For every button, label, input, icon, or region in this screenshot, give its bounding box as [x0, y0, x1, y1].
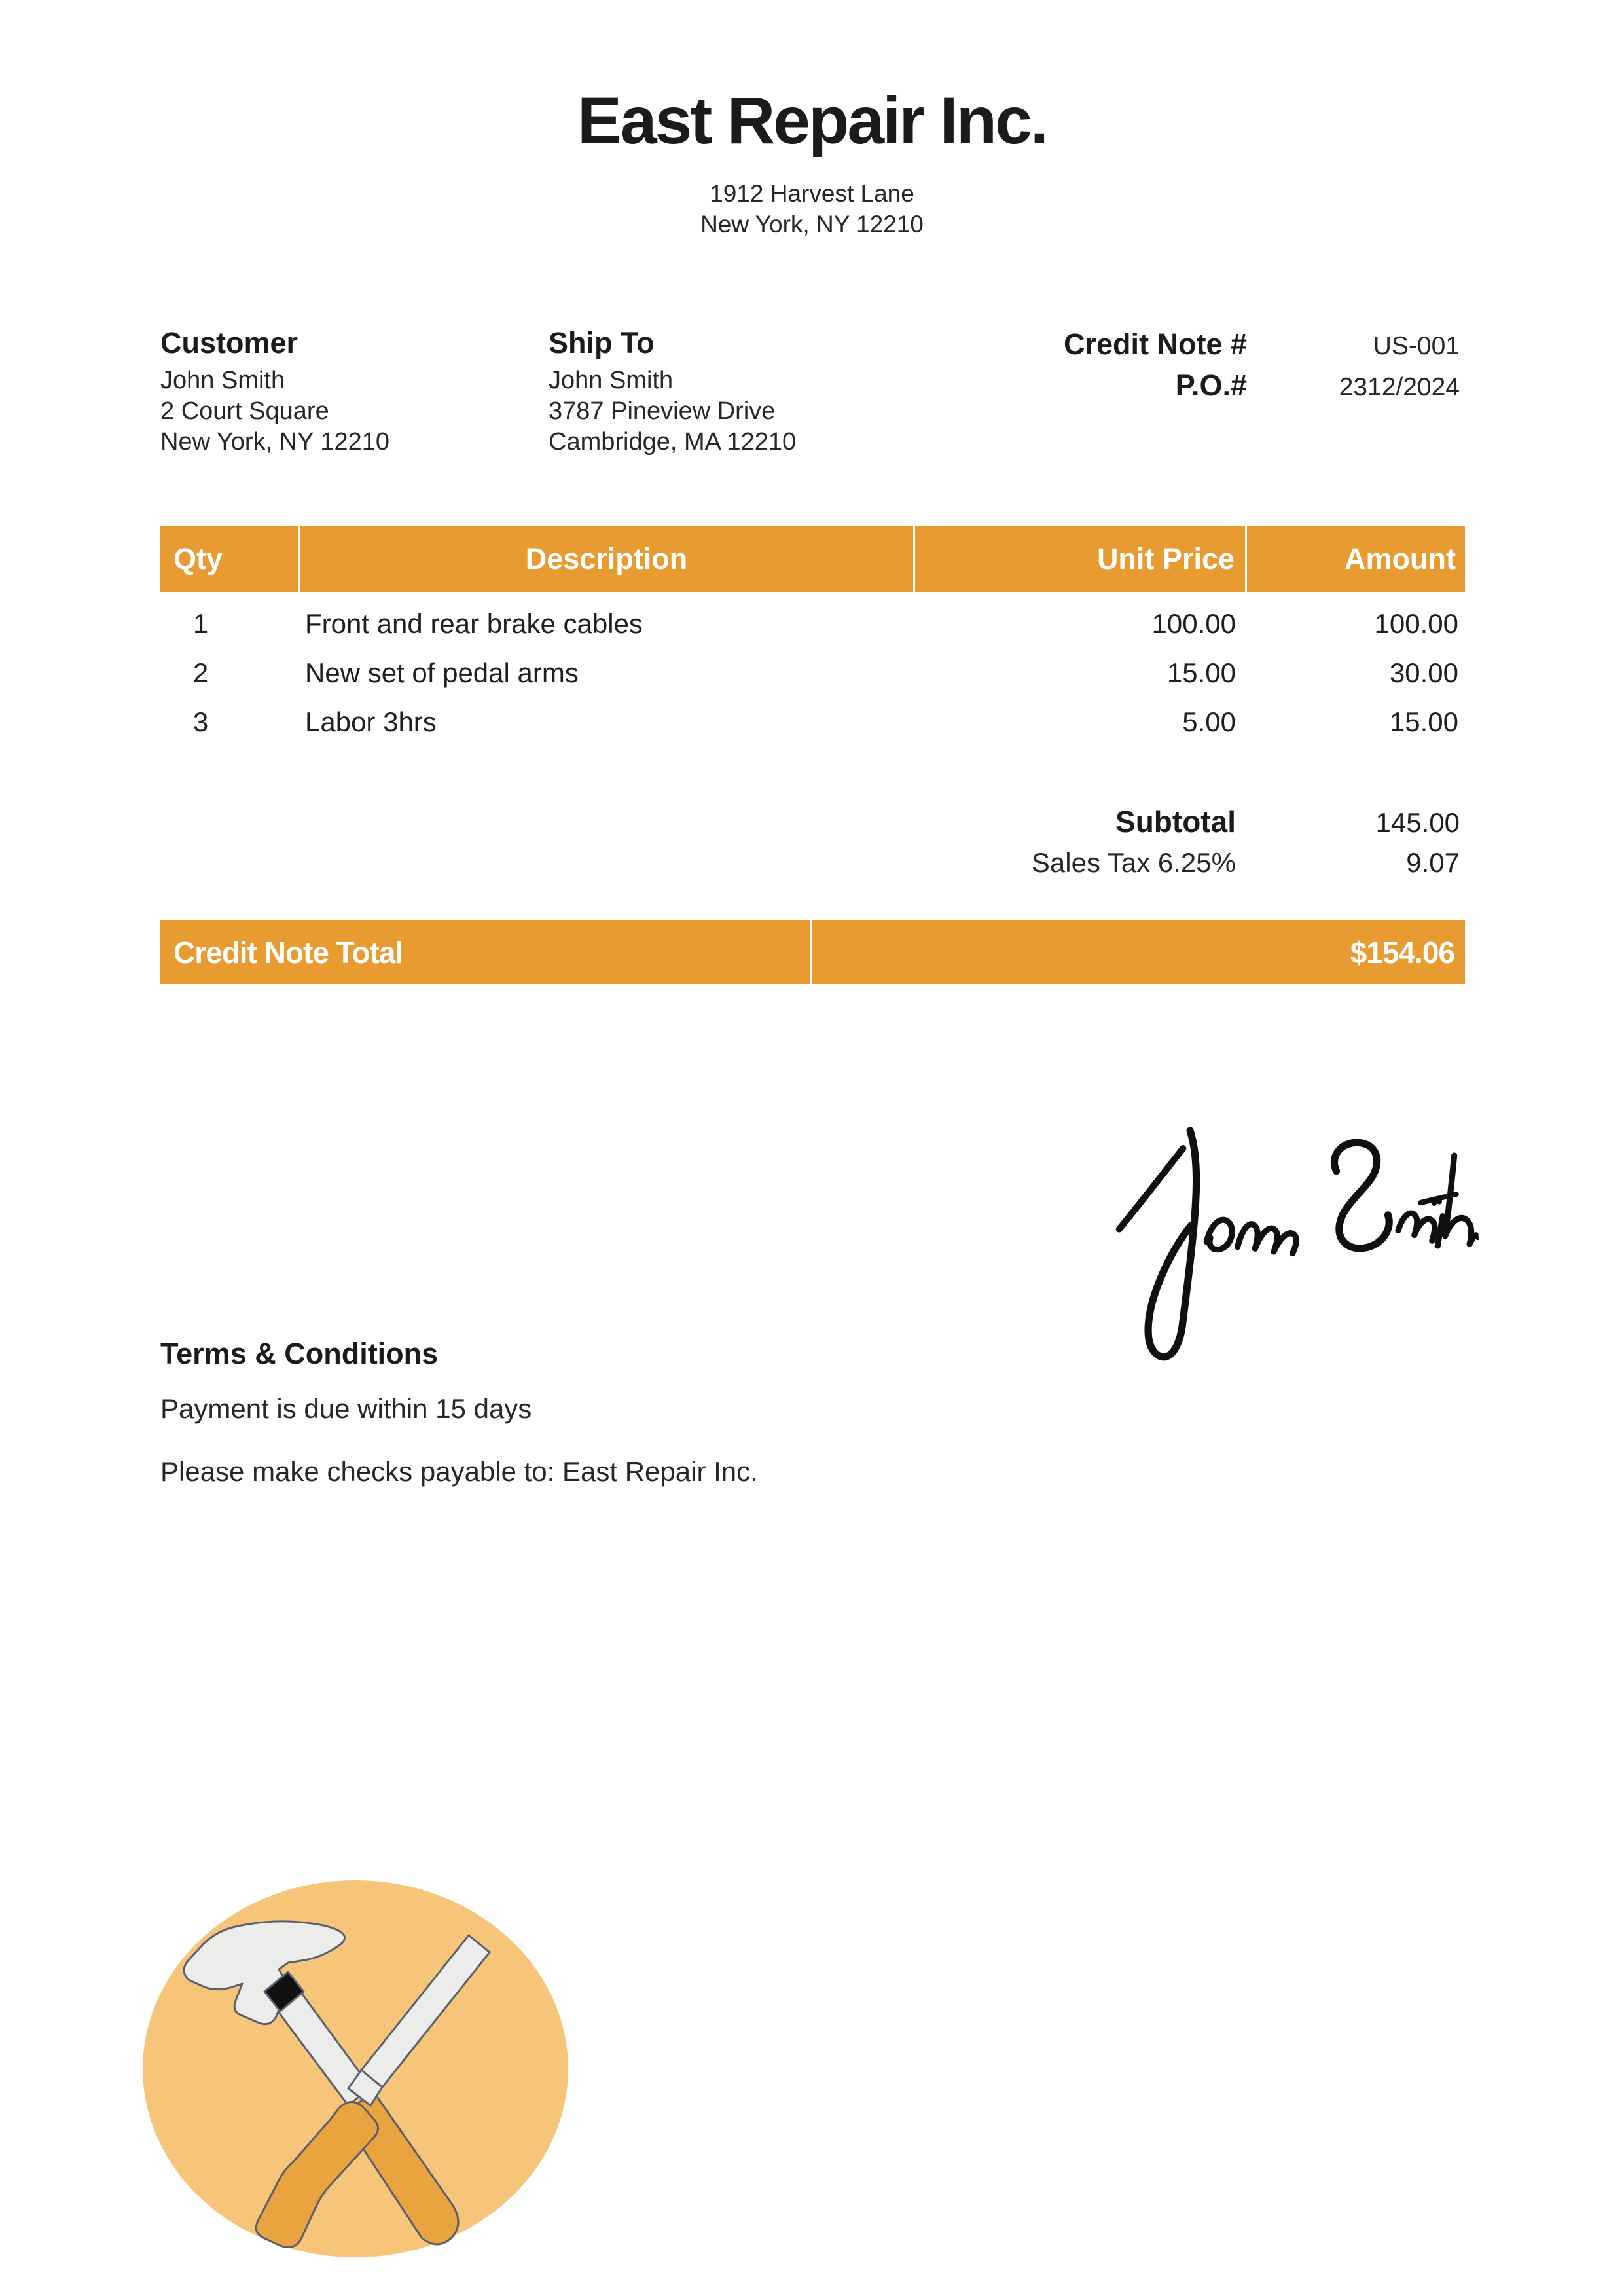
table-row: [160, 648, 1465, 697]
subtotal-label: Subtotal: [1115, 805, 1236, 839]
row-qty: 3: [192, 706, 209, 737]
header-description: Description: [300, 526, 915, 592]
items-table-body: [160, 599, 1465, 746]
row-description: Labor 3hrs: [305, 706, 437, 737]
header-amount: Amount: [1344, 542, 1456, 575]
credit-note-total-label: Credit Note Total: [160, 920, 812, 984]
row-amount: 15.00: [1389, 706, 1458, 737]
credit-note-total-value: $154.06: [1350, 935, 1454, 970]
signature-image: [1105, 1075, 1478, 1389]
ship-to-street: 3787 Pineview Drive: [549, 397, 776, 425]
items-table-header: [160, 526, 1465, 592]
ship-to-city: Cambridge, MA 12210: [549, 428, 797, 456]
sales-tax-row: [851, 847, 1460, 879]
po-number-value: 2312/2024: [1339, 373, 1460, 401]
company-logo: [143, 1880, 568, 2257]
subtotal-row: [851, 804, 1460, 839]
row-unit-price: 5.00: [1182, 706, 1236, 737]
customer-name: John Smith: [160, 367, 285, 394]
header-qty: Qty: [160, 526, 300, 592]
row-amount: 30.00: [1389, 657, 1458, 688]
po-number-row: [851, 369, 1460, 403]
customer-heading: Customer: [160, 326, 298, 359]
signature-john-smith: [1097, 1065, 1486, 1398]
terms-heading: Terms & Conditions: [160, 1337, 439, 1370]
credit-note-total-bar: [160, 920, 1465, 984]
sales-tax-label: Sales Tax 6.25%: [1031, 847, 1236, 878]
company-address: [0, 178, 1624, 240]
row-amount: 100.00: [1374, 608, 1458, 639]
sales-tax-value: 9.07: [1406, 847, 1460, 878]
company-address-line-2: New York, NY 12210: [700, 211, 924, 238]
row-unit-price: 15.00: [1166, 657, 1236, 688]
credit-note-number-label: Credit Note #: [1063, 327, 1247, 361]
row-qty: 2: [192, 657, 209, 688]
terms-line-payment: Payment is due within 15 days: [160, 1393, 532, 1424]
tools-logo-icon: [143, 1880, 568, 2257]
table-row: [160, 697, 1465, 746]
subtotal-value: 145.00: [1375, 807, 1460, 838]
company-address-line-1: 1912 Harvest Lane: [710, 180, 914, 207]
credit-note-number-row: [851, 327, 1460, 361]
po-number-label: P.O.#: [1175, 369, 1247, 402]
table-row: [160, 599, 1465, 648]
row-description: Front and rear brake cables: [305, 608, 643, 639]
ship-to-heading: Ship To: [549, 326, 655, 359]
customer-city: New York, NY 12210: [160, 428, 389, 456]
credit-note-number-value: US-001: [1373, 332, 1460, 360]
header-unit-price: Unit Price: [915, 526, 1247, 592]
ship-to-name: John Smith: [549, 367, 674, 394]
customer-address-block: [160, 365, 527, 458]
customer-street: 2 Court Square: [160, 397, 329, 425]
customer-section: [160, 328, 527, 458]
terms-line-checks: Please make checks payable to: East Repair Inc.: [160, 1456, 758, 1487]
row-qty: 1: [192, 608, 209, 639]
row-unit-price: 100.00: [1151, 608, 1236, 639]
company-name: East Repair Inc.: [577, 83, 1047, 158]
row-description: New set of pedal arms: [305, 657, 579, 688]
